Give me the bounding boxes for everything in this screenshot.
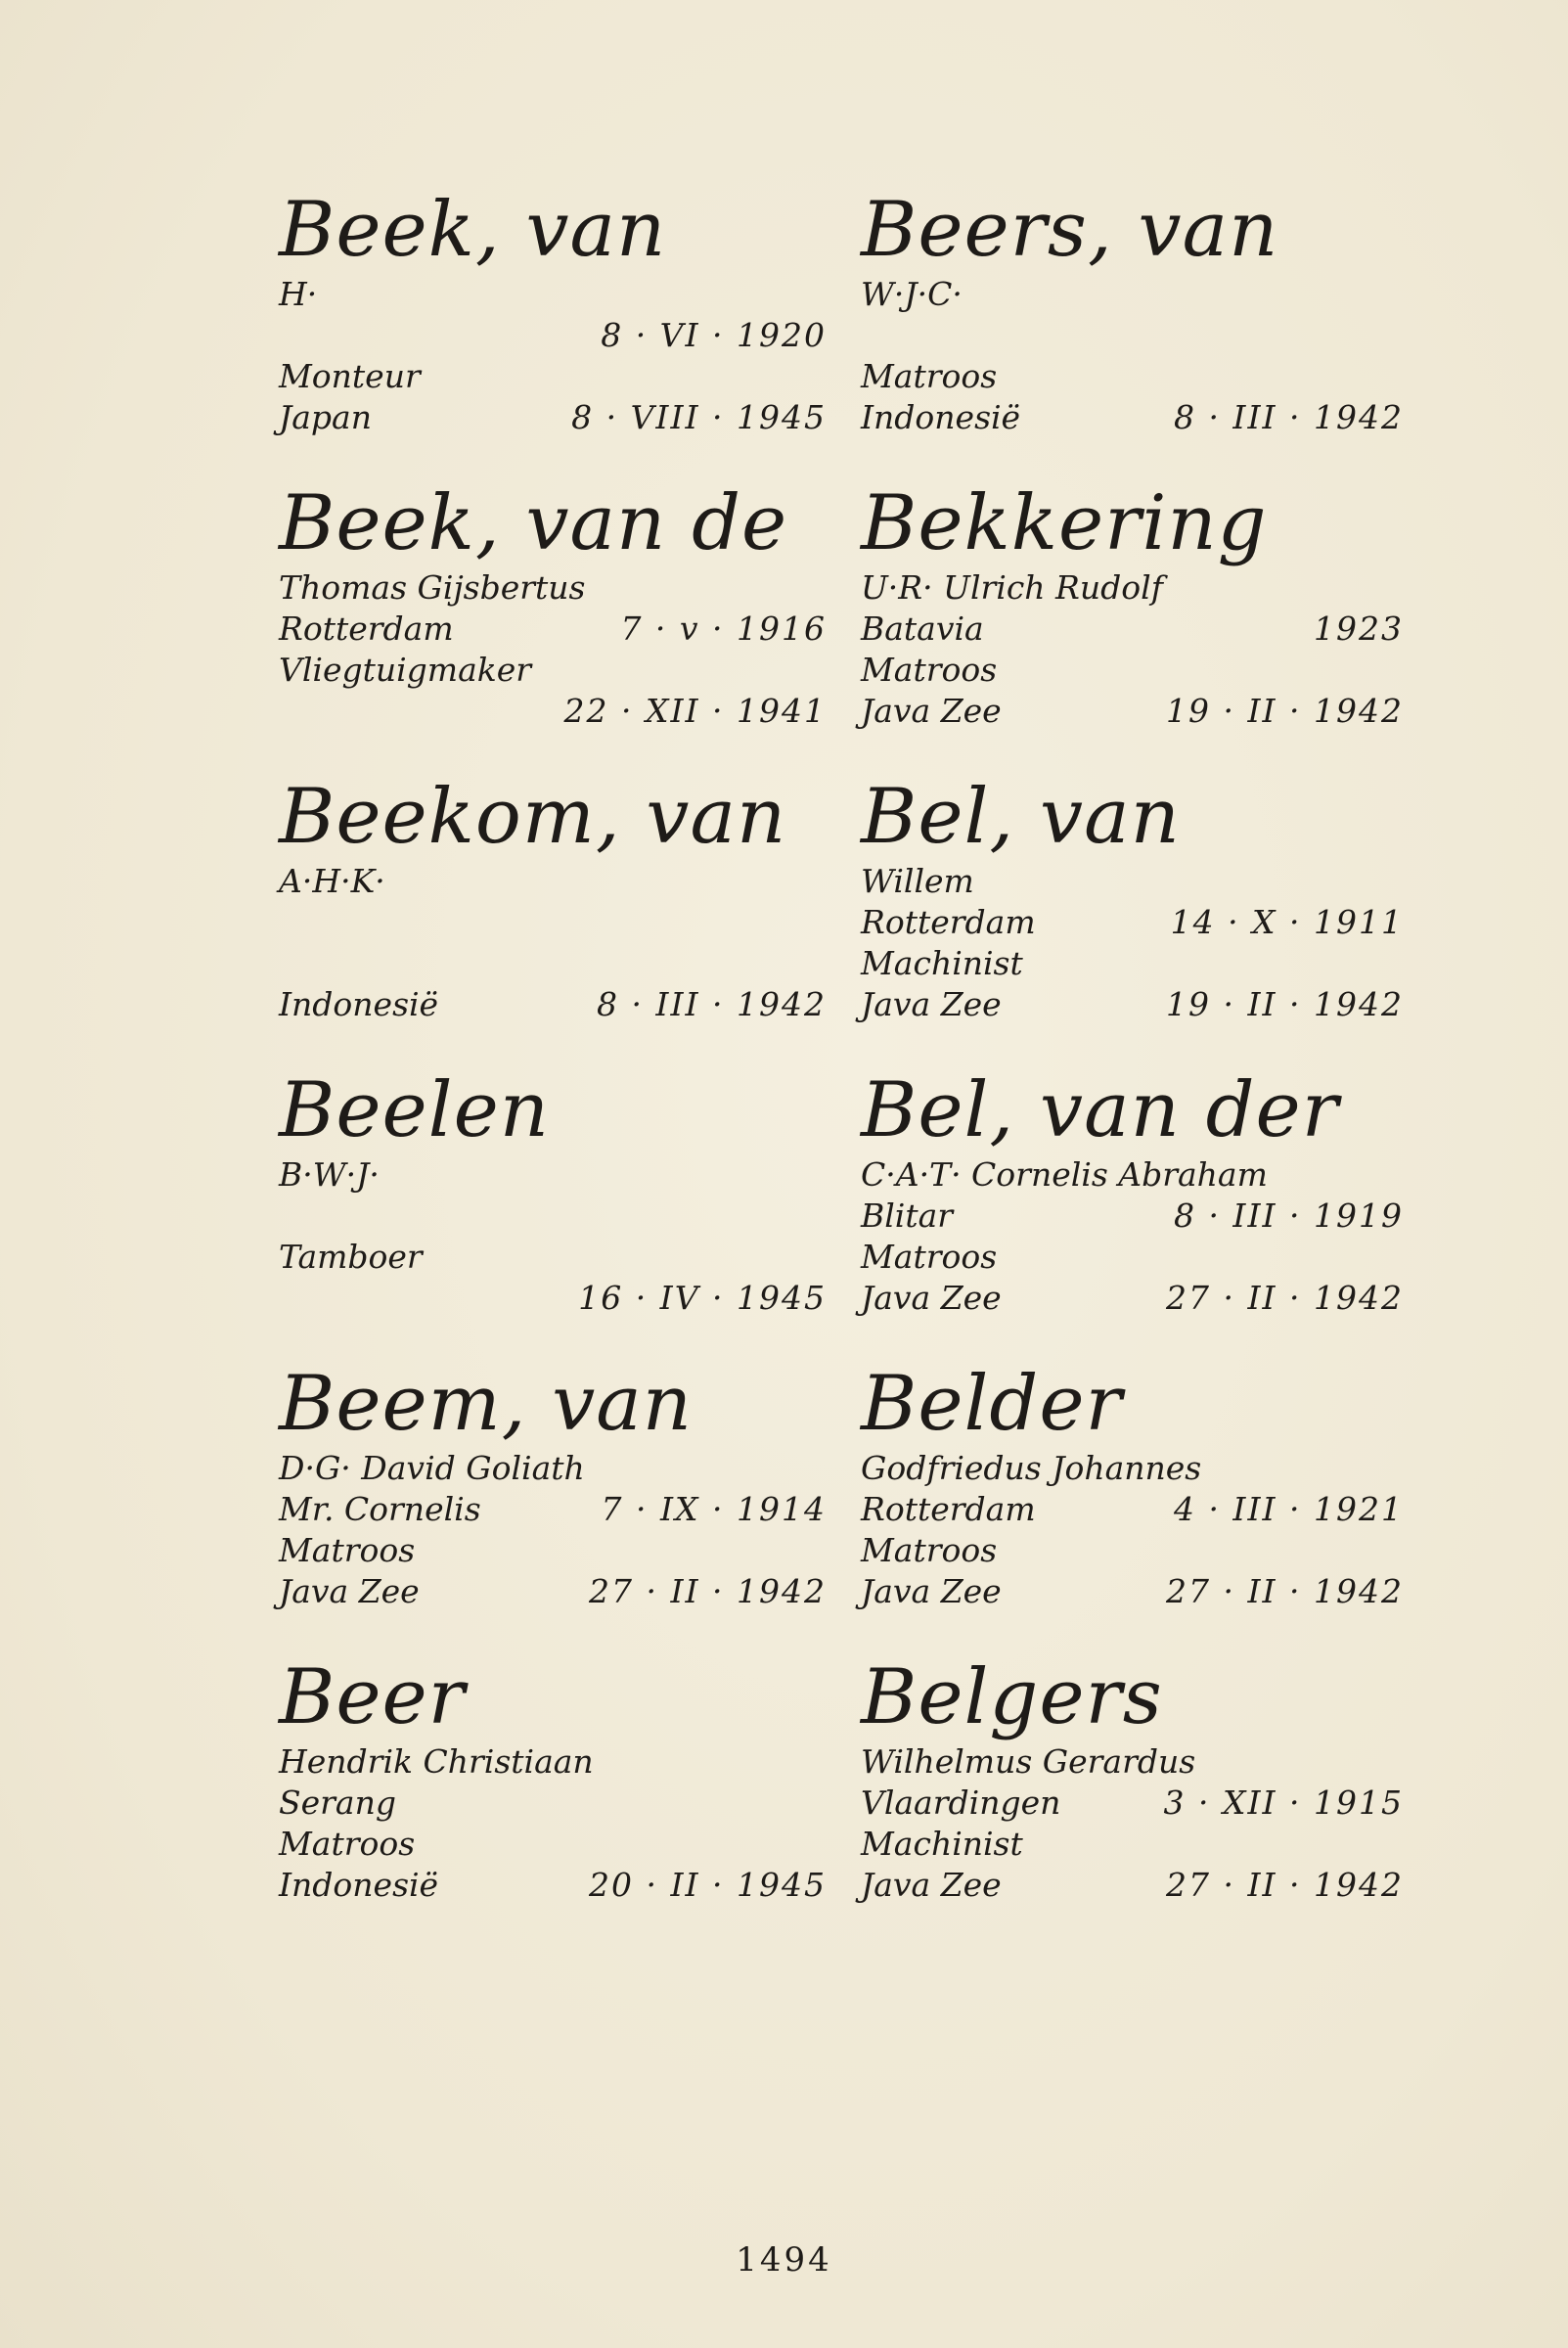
entry-line (279, 1865, 827, 1906)
entry-line (279, 943, 827, 984)
surname-heading: Beelen (279, 1066, 550, 1154)
name-entry (861, 186, 1404, 438)
entry-detail: Vliegtuigmaker (279, 651, 532, 689)
entry-detail: Wilhelmus Gerardus (861, 1742, 1196, 1781)
entry-date: 8 · VIII · 1945 (571, 398, 827, 436)
entry-line (861, 356, 1404, 397)
entry-line (279, 315, 827, 356)
entry-line (861, 1571, 1404, 1612)
entry-line (861, 984, 1404, 1025)
entry-date: 8 · III · 1942 (596, 985, 827, 1023)
entry-line (279, 1783, 827, 1824)
entry-line (861, 691, 1404, 732)
entry-date: 7 · v · 1916 (620, 610, 827, 648)
entry-date: 20 · II · 1945 (589, 1866, 827, 1904)
surname-heading: Beers, van (861, 186, 1279, 274)
surname-heading: Bel, van (861, 773, 1181, 861)
entry-date: 27 · II · 1942 (1166, 1279, 1404, 1317)
entry-detail: Machinist (861, 944, 1023, 982)
entry-detail: Tamboer (279, 1238, 423, 1276)
entry-line (279, 984, 827, 1025)
entry-line (279, 1237, 827, 1278)
entry-detail: Indonesië (861, 398, 1021, 436)
entry-line (861, 274, 1404, 315)
entry-date: 7 · IX · 1914 (601, 1490, 827, 1528)
name-entry (861, 1653, 1404, 1906)
entry-line (279, 650, 827, 691)
entry-line (279, 902, 827, 943)
entry-detail: Matroos (861, 651, 998, 689)
entry-line (279, 691, 827, 732)
surname-heading: Bekkering (861, 479, 1268, 567)
surname-heading: Belder (861, 1360, 1123, 1448)
entry-detail: Java Zee (861, 1572, 1002, 1610)
entry-date: 22 · XII · 1941 (563, 692, 827, 730)
entry-line (861, 650, 1404, 691)
entry-detail: D·G· David Goliath (279, 1449, 585, 1487)
entry-detail: Vlaardingen (861, 1784, 1061, 1822)
entry-date: 1923 (1314, 610, 1404, 648)
name-entry (279, 186, 827, 438)
entry-date: 3 · XII · 1915 (1163, 1784, 1404, 1822)
entry-line (861, 1530, 1404, 1571)
entry-date: 4 · III · 1921 (1173, 1490, 1404, 1528)
surname-heading: Beer (279, 1653, 466, 1741)
name-entry (279, 773, 827, 1025)
entry-line (861, 1824, 1404, 1865)
entry-line (861, 1196, 1404, 1237)
entry-line (279, 1448, 827, 1489)
entry-detail: Monteur (279, 357, 421, 395)
name-entry (861, 773, 1404, 1025)
entry-detail: Godfriedus Johannes (861, 1449, 1202, 1487)
entry-detail: Indonesië (279, 985, 439, 1023)
entry-date: 14 · X · 1911 (1170, 903, 1404, 941)
entry-detail: Java Zee (861, 1866, 1002, 1904)
entry-date: 19 · II · 1942 (1166, 985, 1404, 1023)
entry-line (861, 861, 1404, 902)
entry-line (279, 1530, 827, 1571)
name-entry (861, 1066, 1404, 1319)
entry-line (861, 609, 1404, 650)
entry-line (861, 1741, 1404, 1783)
name-entry (861, 1360, 1404, 1612)
entry-line (861, 1237, 1404, 1278)
entry-date: 8 · VI · 1920 (601, 316, 827, 354)
name-entry (861, 479, 1404, 732)
surname-heading: Beek, van (279, 186, 667, 274)
entry-detail: Rotterdam (861, 903, 1036, 941)
entry-detail: Batavia (861, 610, 984, 648)
entry-detail: Matroos (861, 1531, 998, 1569)
entry-line (861, 1448, 1404, 1489)
entry-line (861, 1489, 1404, 1530)
entry-detail: Java Zee (279, 1572, 420, 1610)
entry-line (861, 567, 1404, 609)
entry-line (861, 943, 1404, 984)
entry-line (279, 609, 827, 650)
entry-date: 27 · II · 1942 (589, 1572, 827, 1610)
entry-detail: U·R· Ulrich Rudolf (861, 568, 1163, 607)
name-entry (279, 1653, 827, 1906)
entry-detail: Rotterdam (861, 1490, 1036, 1528)
entry-detail: Serang (279, 1784, 396, 1822)
entry-detail: C·A·T· Cornelis Abraham (861, 1155, 1268, 1194)
entry-line (861, 1278, 1404, 1319)
entry-line (279, 1196, 827, 1237)
surname-heading: Beekom, van (279, 773, 787, 861)
surname-heading: Bel, van der (861, 1066, 1339, 1154)
entry-detail: B·W·J· (279, 1155, 380, 1194)
entry-line (279, 1278, 827, 1319)
entry-detail: H· (279, 275, 318, 313)
entry-line (279, 1489, 827, 1530)
entry-date: 8 · III · 1919 (1173, 1197, 1404, 1235)
entry-detail: Willem (861, 862, 974, 900)
entry-detail: Blitar (861, 1197, 954, 1235)
page-number: 1494 (736, 2240, 832, 2280)
entry-line (279, 356, 827, 397)
entry-line (861, 1865, 1404, 1906)
entry-detail: Japan (279, 398, 372, 436)
entry-line (279, 1154, 827, 1196)
entry-line (279, 567, 827, 609)
entry-line (279, 1824, 827, 1865)
entry-date: 19 · II · 1942 (1166, 692, 1404, 730)
name-entry (279, 1066, 827, 1319)
entry-detail: Matroos (861, 1238, 998, 1276)
entry-date: 8 · III · 1942 (1173, 398, 1404, 436)
entry-detail: Thomas Gijsbertus (279, 568, 586, 607)
entry-detail: Java Zee (861, 692, 1002, 730)
surname-heading: Belgers (861, 1653, 1163, 1741)
entry-detail: W·J·C· (861, 275, 963, 313)
entry-detail: Mr. Cornelis (279, 1490, 481, 1528)
surname-heading: Beek, van de (279, 479, 788, 567)
entry-detail: Matroos (279, 1825, 416, 1863)
entry-line (279, 1571, 827, 1612)
entry-detail: Indonesië (279, 1866, 439, 1904)
entry-line (279, 1741, 827, 1783)
entry-date: 16 · IV · 1945 (578, 1279, 827, 1317)
entry-detail: Hendrik Christiaan (279, 1742, 594, 1781)
entry-line (861, 1154, 1404, 1196)
entry-detail: Rotterdam (279, 610, 454, 648)
entry-line (279, 274, 827, 315)
entry-detail: Matroos (861, 357, 998, 395)
entry-detail: Java Zee (861, 985, 1002, 1023)
entry-date: 27 · II · 1942 (1166, 1572, 1404, 1610)
entry-line (861, 315, 1404, 356)
entry-detail: Matroos (279, 1531, 416, 1569)
entry-detail: A·H·K· (279, 862, 385, 900)
entry-line (279, 397, 827, 438)
name-entry (279, 479, 827, 732)
entry-line (861, 1783, 1404, 1824)
entry-detail: Machinist (861, 1825, 1023, 1863)
entry-date: 27 · II · 1942 (1166, 1866, 1404, 1904)
name-entry (279, 1360, 827, 1612)
entry-line (861, 902, 1404, 943)
entry-line (279, 861, 827, 902)
entry-line (861, 397, 1404, 438)
entry-detail: Java Zee (861, 1279, 1002, 1317)
surname-heading: Beem, van (279, 1360, 693, 1448)
